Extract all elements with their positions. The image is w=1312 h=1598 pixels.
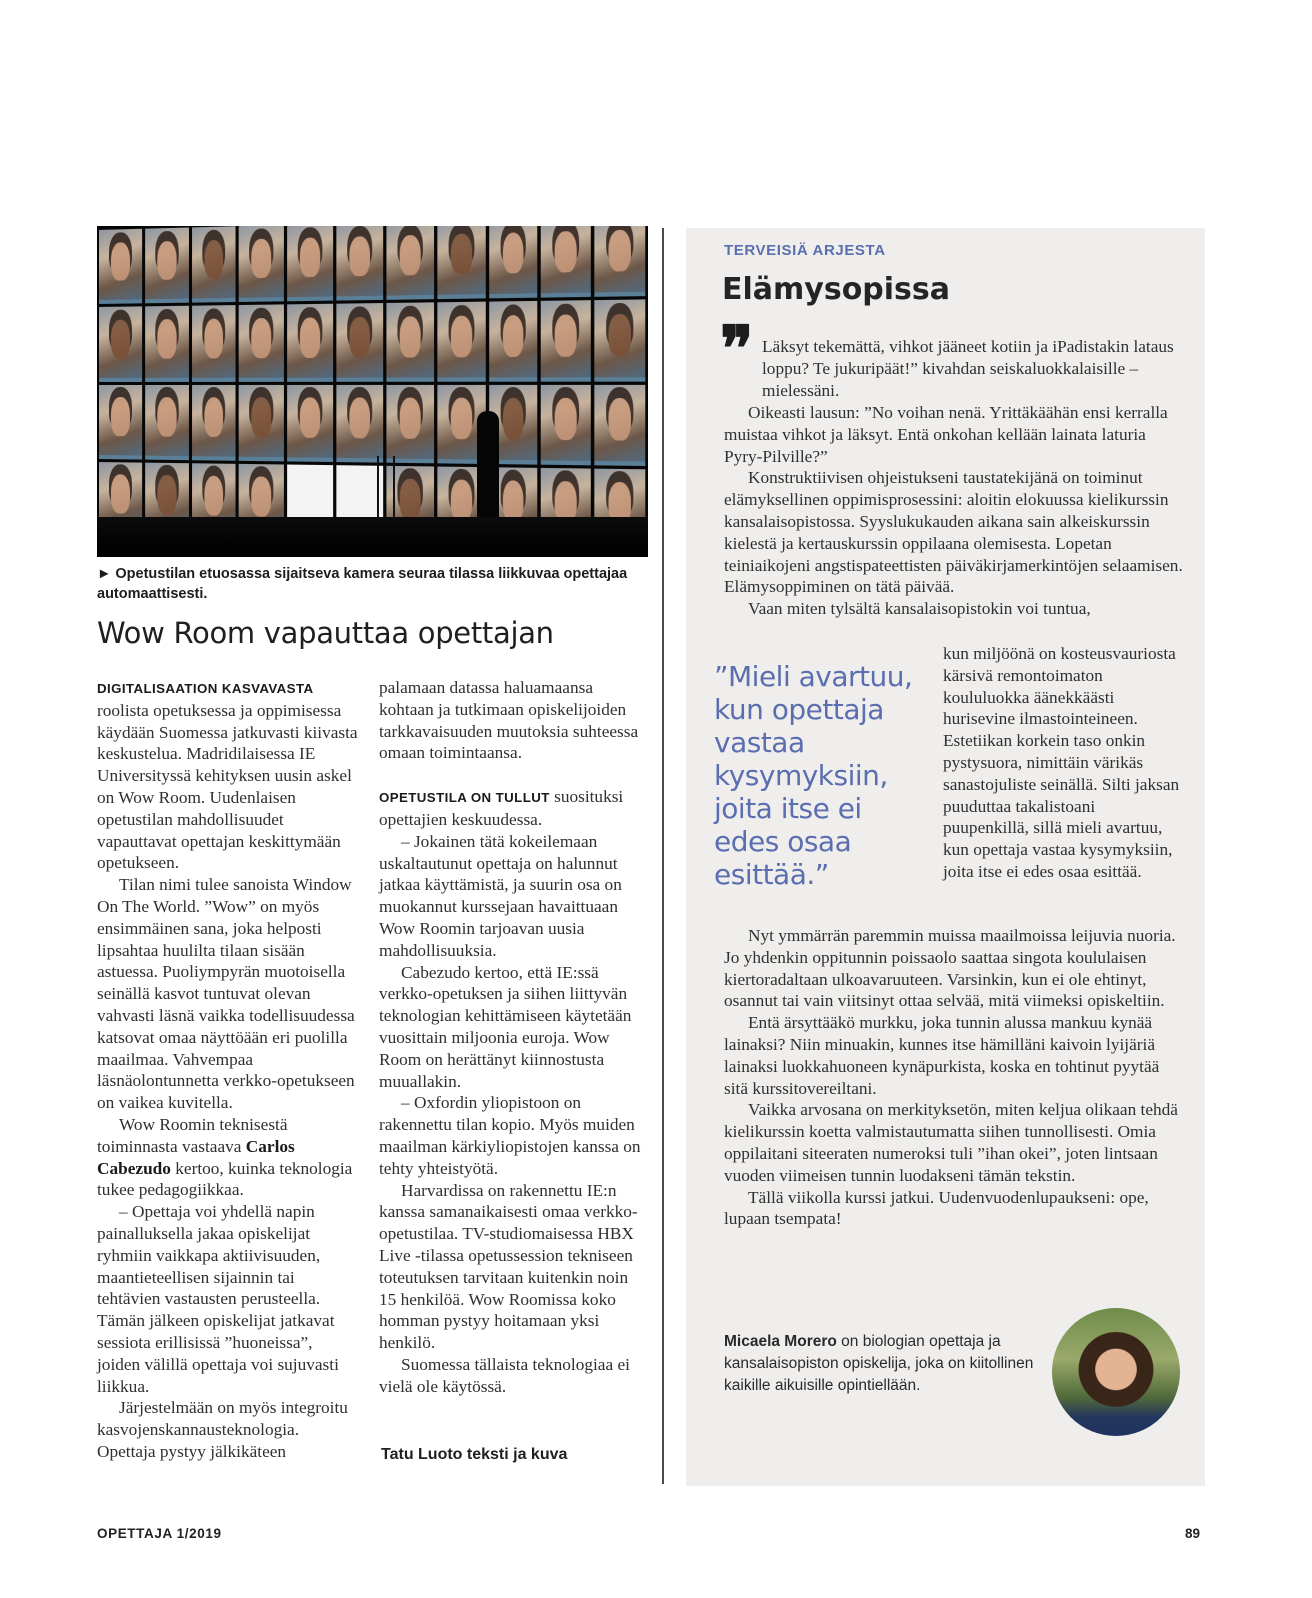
video-tile xyxy=(541,384,591,465)
column-body-wrap xyxy=(943,643,1183,883)
paragraph: Vaan miten tylsältä kansalaisopistokin voi tuntua, xyxy=(748,599,1091,619)
video-tile xyxy=(437,226,485,299)
paragraph: – Opettaja voi yhdellä napin painalluksella jakaa opiskelijat ryhmiin vaikkapa aktiivisuuden, maantieteellisen sijainnin tai tehtävien vastausten perusteella. Tämän jälkeen opiskelijat jatkavat sessiota erillisissä ”huoneissa”, joiden välillä opettaja voi sujuvasti liikkua. xyxy=(97,1202,339,1396)
video-tile xyxy=(337,384,384,462)
section-kicker: TERVEISIÄ ARJESTA xyxy=(724,242,886,259)
video-tile xyxy=(99,384,142,459)
video-tile xyxy=(489,226,538,299)
video-wall xyxy=(97,226,648,557)
caption-arrow-icon: ► xyxy=(97,566,112,582)
video-tile xyxy=(437,302,485,381)
video-tile xyxy=(192,384,236,460)
lead-in: OPETUSTILA ON TULLUT xyxy=(379,790,550,806)
spacer xyxy=(379,764,641,786)
video-tile xyxy=(192,226,236,303)
paragraph: Nyt ymmärrän paremmin muissa maailmoissa leijuvia nuoria. Jo yhdenkin oppitunnin poissaolo saattaa singota koululaisen kiertoradaltaan ulkoavaruuteen. Varsinkin, kun ei ole ehtinyt, osannut tai vain viitsinyt ottaa selvää, mitä viimeksi opiskeltiin. xyxy=(724,926,1176,1011)
author-avatar xyxy=(1052,1308,1180,1436)
video-tile xyxy=(99,229,142,304)
video-tile xyxy=(99,307,142,382)
paragraph-text: kertoo, kuinka teknologia tukee pedagogiikkaa. xyxy=(97,1158,353,1200)
video-tile xyxy=(541,300,591,381)
column-divider xyxy=(662,228,664,1484)
video-tile xyxy=(287,384,333,461)
floor xyxy=(97,517,648,557)
video-tile xyxy=(541,226,591,298)
paragraph: kun miljöönä on kosteusvauriosta kärsivä remontoimaton koululuokka äänekkäästi hurisevine ilmastointeineen. Estetiikan korkein taso onkin pystysuora, nimittäin värikäs sanastojuliste seinällä. Silti jaksan puuduttaa takalistoani puupenkillä, sillä mieli avartuu, kun opettaja vastaa kysymyksiin, joita itse ei edes osaa esittää. xyxy=(943,644,1180,881)
video-tile xyxy=(595,226,646,297)
publication-issue: OPETTAJA 1/2019 xyxy=(97,1526,222,1541)
person-name: Carlos Cabezudo xyxy=(97,1136,295,1178)
column-body-top xyxy=(724,402,1184,620)
paragraph-text: suosituksi opettajien keskuudessa. xyxy=(379,787,624,829)
paragraph xyxy=(379,786,641,831)
video-tile xyxy=(145,306,189,381)
paragraph-text: roolista opetuksessa ja oppimisessa käydään Suomessa jatkuvasti kiivasta keskustelua. Madridilaisessa IE Universityssä kehityksen uusin askel on Wow Room. Uudenlaisen opetustilan mahdollisuudet vapauttavat opettajan keskittymään opetukseen. xyxy=(97,700,358,873)
paragraph: Järjestelmään on myös integroitu kasvojenskannausteknologia. Opettaja pystyy jälkikäteen xyxy=(97,1398,348,1461)
video-tile xyxy=(287,226,333,302)
video-tile xyxy=(337,303,384,381)
caption-text: Opetustilan etuosassa sijaitseva kamera seuraa tilassa liikkuvaa opettajaa automaattisesti. xyxy=(97,566,628,602)
video-tile xyxy=(239,226,284,302)
article-column-2 xyxy=(379,677,641,1398)
author-bio xyxy=(724,1331,1034,1397)
lead-in: DIGITALISAATION KASVAVASTA xyxy=(97,681,314,696)
video-tile xyxy=(145,227,189,303)
teacher-silhouette xyxy=(477,411,499,531)
paragraph: – Jokainen tätä kokeilemaan uskaltautunut opettaja on halunnut jatkaa käyttämistä, ja suurin osa on muokannut kurssejaan havaittuaan Wow Roomin tarjoavan uusia mahdollisuuksia. xyxy=(379,831,622,960)
quote-mark-icon: ❞ xyxy=(720,312,754,385)
video-tile xyxy=(386,303,433,382)
paragraph: Entä ärsyttääkö murkku, joka tunnin alussa mankuu kynää lainaksi? Niin minuakin, kunnes itse hämilläni kaivoin lyijäriä lainaksi luokkahuoneen kynäpurkista, koska en tohtinut pyytää sitä kurssitovereiltani. xyxy=(724,1013,1160,1098)
video-tile xyxy=(337,226,384,301)
column-title: Elämysopissa xyxy=(722,272,951,307)
page-number: 89 xyxy=(1185,1526,1201,1541)
video-tile xyxy=(287,304,333,381)
byline: Tatu Luoto teksti ja kuva xyxy=(381,1446,568,1463)
author-name: Micaela Morero xyxy=(724,1333,837,1350)
video-tile xyxy=(595,384,646,465)
video-tile xyxy=(386,384,433,463)
video-tile xyxy=(489,301,538,381)
video-tile xyxy=(239,384,284,461)
paragraph: Suomessa tällaista teknologiaa ei vielä ole käytössä. xyxy=(379,1354,630,1396)
paragraph: Vaikka arvosana on merkityksetön, miten keljua olikaan tehdä kielikurssin koetta valmistautumatta siihen tunnollisesti. Omia oppilaitani siteeraten numeroksi tuli ”ihan okei”, joten lintsaan vuoden viimeisen tunnin luodakseni tämän tekstin. xyxy=(724,1100,1178,1185)
paragraph xyxy=(97,677,359,874)
author-description: on biologian opettaja ja kansalaisopiston opiskelija, joka on kiitollinen kaikille aikuisille opintiellään. xyxy=(724,1333,1034,1394)
paragraph-text: Wow Roomin teknisestä toiminnasta vastaava xyxy=(97,1114,288,1156)
pull-quote: ”Mieli avartuu, kun opettaja vastaa kysymyksiin, joita itse ei edes osaa esittää.” xyxy=(714,660,913,891)
paragraph: Konstruktiivisen ohjeistukseni taustatekijänä on toiminut elämyksellinen oppimisprosessini: aloitin elokuussa kielikurssin kansalaisopistossa. Syyslukukauden aikana sain alkeiskurssin kielestä ja kertauskurssin oppilaana olemisesta. Lopetan teiniaikojeni angstispateettisten päiväkirjamerkintöjen selaamisen. Elämysoppiminen on tätä päivää. xyxy=(724,468,1183,597)
paragraph: Harvardissa on rakennettu IE:n kanssa samanaikaisesti omaa verkko-opetustilaa. TV-studiomaisessa HBX Live -tilassa opetussession tekniseen toteutuksen tarvitaan kuitenkin noin 15 henkilöä. Wow Roomissa koko homman pystyy hoitamaan yksi henkilö. xyxy=(379,1180,638,1353)
camera-tripod xyxy=(377,456,395,526)
video-tile xyxy=(192,305,236,381)
photo-caption xyxy=(97,564,657,604)
column-intro: Läksyt tekemättä, vihkot jääneet kotiin ja iPadistakin lataus loppu? Te jukuripäät!” kivahdan seiskaluokkalaisille – mielessäni. xyxy=(762,337,1174,400)
article-photo xyxy=(97,226,648,557)
paragraph: palamaan datassa haluamaansa kohtaan ja tutkimaan opiskelijoiden tarkkavaisuuden muutoksia suhteessa omaan toimintaansa. xyxy=(379,678,639,763)
paragraph xyxy=(97,1114,359,1201)
column-body-bottom xyxy=(724,925,1184,1230)
paragraph: Tällä viikolla kurssi jatkui. Uudenvuodenlupaukseni: ope, lupaan tsempata! xyxy=(724,1187,1149,1229)
paragraph: Oikeasti lausun: ”No voihan nenä. Yrittäkäähän ensi kerralla muistaa vihkot ja läksyt. Entä onkohan kellään lainata laturia Pyry-Pilville?” xyxy=(724,403,1168,466)
paragraph: Tilan nimi tulee sanoista Window On The World. ”Wow” on myös ensimmäinen sana, joka helposti lipsahtaa huulilta tilaan sisään astuessa. Puoliympyrän muotoisella seinällä kasvot tuntuvat olevan vahvasti läsnä vaikka todellisuudessa katsovat omaa näyttöään eri puolilla maailmaa. Vahvempaa läsnäolontunnetta verkko-opetukseen on vaikea kuvitella. xyxy=(97,875,355,1113)
article-headline: Wow Room vapauttaa opettajan xyxy=(97,616,554,650)
paragraph: Cabezudo kertoo, että IE:ssä verkko-opetuksen ja siihen liittyvän teknologian kehittämiseen käytetään vuosittain miljoonia euroja. Wow Room on herättänyt kiinnostusta muuallakin. xyxy=(379,962,632,1091)
video-tile xyxy=(239,305,284,382)
video-tile xyxy=(386,226,433,300)
video-tile xyxy=(145,384,189,459)
article-column-1 xyxy=(97,677,359,1463)
video-tile xyxy=(595,300,646,381)
paragraph: – Oxfordin yliopistoon on rakennettu tilan kopio. Myös muiden maailman kärkiyliopistojen kanssa on tehty yhteistyötä. xyxy=(379,1093,641,1178)
